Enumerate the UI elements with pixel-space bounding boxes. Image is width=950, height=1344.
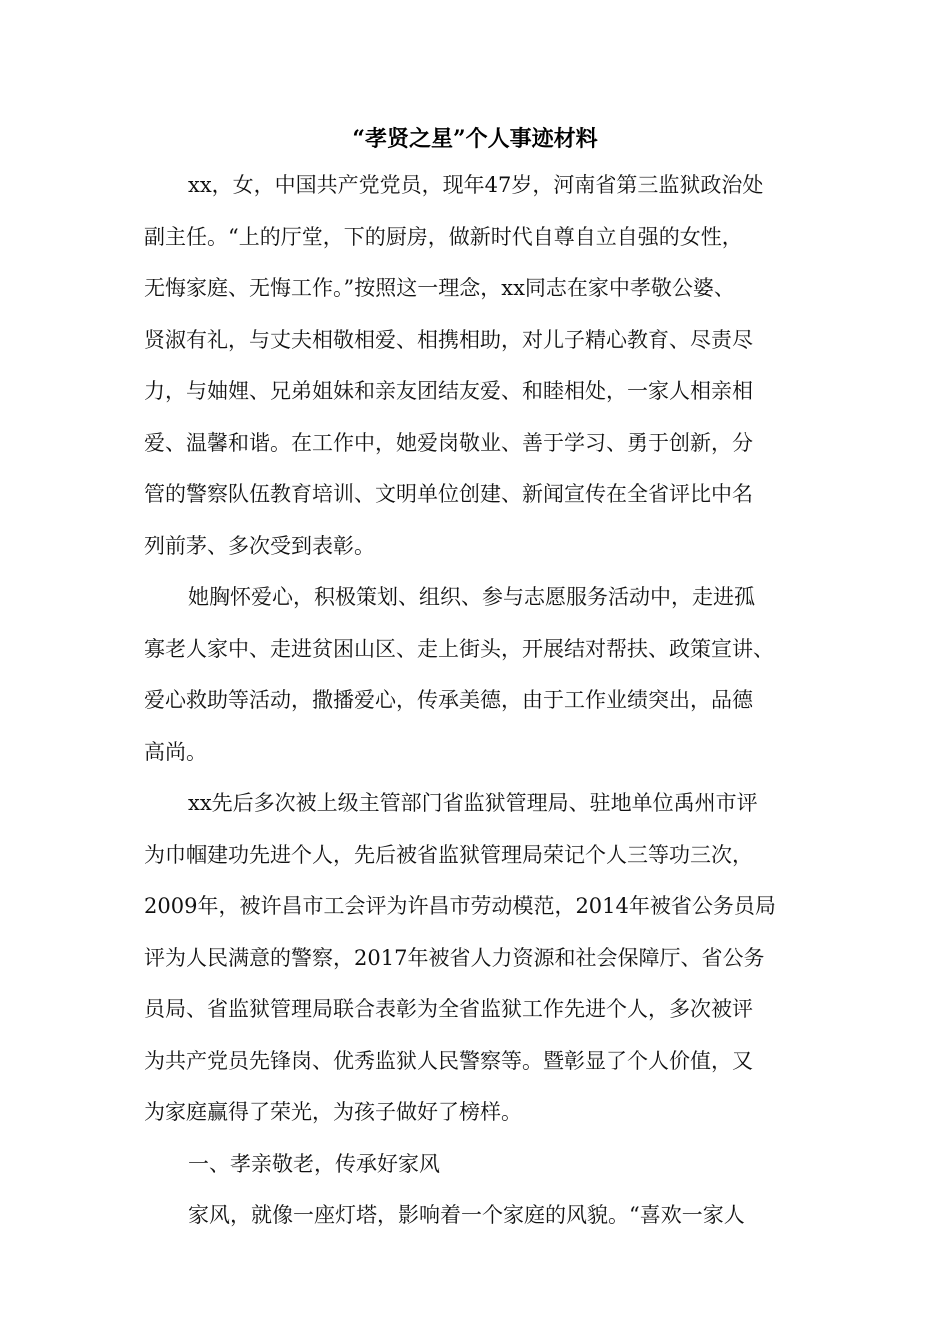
text-line: 管的警察队伍教育培训、文明单位创建、新闻宣传在全省评比中名 [144,482,753,506]
text-line: 2009年，被许昌市工会评为许昌市劳动模范，2014年被省公务员局 [144,894,776,918]
text-line: 为家庭赢得了荣光，为孩子做好了榜样。 [144,1100,522,1124]
text-line: 力，与妯娌、兄弟姐妹和亲友团结友爱、和睦相处，一家人相亲相 [144,379,753,403]
text-line: xx先后多次被上级主管部门省监狱管理局、驻地单位禹州市评 [188,791,758,815]
text-line: 员局、省监狱管理局联合表彰为全省监狱工作先进个人，多次被评 [144,997,753,1021]
text-line: 列前茅、多次受到表彰。 [144,533,375,558]
document-title: “孝贤之星”个人事迹材料 [352,126,598,152]
section-heading [144,1139,808,1191]
text-line: xx，女，中国共产党党员，现年47岁，河南省第三监狱政治处 [188,173,764,197]
paragraph-volunteer [144,572,808,778]
text-line: 爱、温馨和谐。在工作中，她爱岗敬业、善于学习、勇于创新，分 [144,430,753,455]
text-line: 无悔家庭、无悔工作。”按照这一理念，xx同志在家中孝敬公婆、 [144,276,735,300]
text-line: 为共产党员先锋岗、优秀监狱人民警察等。暨彰显了个人价值，又 [144,1048,753,1073]
text-line: 家风，就像一座灯塔，影响着一个家庭的风貌。“喜欢一家人 [188,1203,745,1227]
document-body [144,160,808,1242]
text-line: 副主任。“上的厅堂，下的厨房，做新时代自尊自立自强的女性， [144,224,743,249]
paragraph-family-style [144,1190,808,1242]
text-line: 为巾帼建功先进个人，先后被省监狱管理局荣记个人三等功三次， [144,842,753,867]
text-line: 评为人民满意的警察，2017年被省人力资源和社会保障厅、省公务 [144,945,765,970]
paragraph-intro [144,160,808,572]
paragraph-honors [144,778,808,1139]
text-line: 高尚。 [144,739,207,764]
text-line: 寡老人家中、走进贫困山区、走上街头，开展结对帮扶、政策宣讲、 [144,636,774,661]
section-heading-text: 一、孝亲敬老，传承好家风 [188,1151,440,1176]
text-line: 她胸怀爱心，积极策划、组织、参与志愿服务活动中，走进孤 [188,585,755,609]
text-line: 爱心救助等活动，撒播爱心，传承美德，由于工作业绩突出，品德 [144,688,753,712]
text-line: 贤淑有礼，与丈夫相敬相爱、相携相助，对儿子精心教育、尽责尽 [144,327,753,352]
